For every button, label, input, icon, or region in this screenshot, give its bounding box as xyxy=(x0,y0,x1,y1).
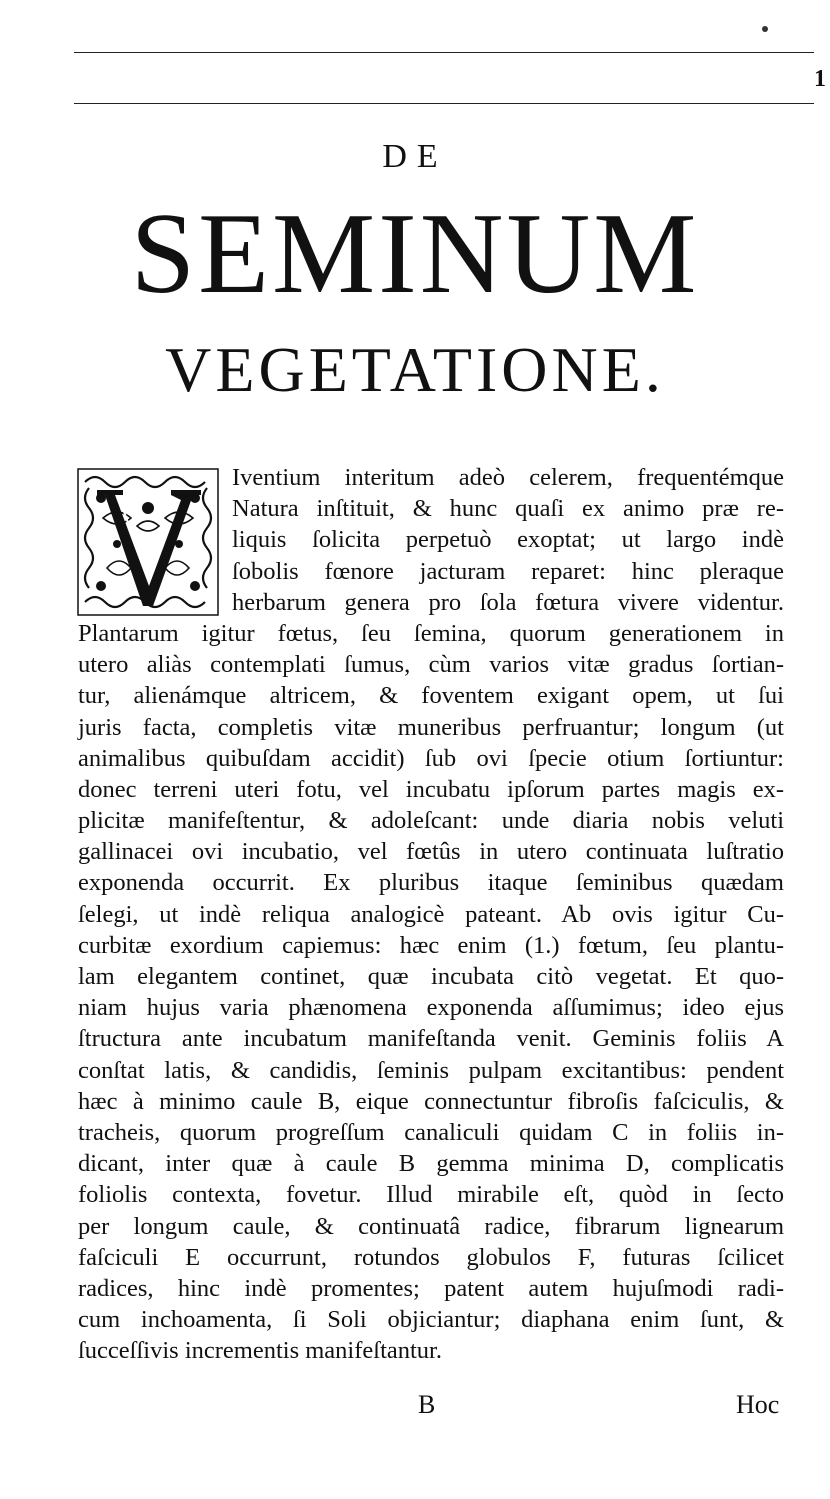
text-line: herbarum genera pro ſola fœtura vivere videntur. xyxy=(232,588,784,616)
text-line: cum inchoamenta, ſi Soli objiciantur; diaphana enim ſunt, & xyxy=(78,1306,784,1334)
page-title: SEMINUM xyxy=(130,190,700,318)
text-line: gallinacei ovi incubatio, vel fœtûs in utero continuata luſtratio xyxy=(78,838,784,866)
text-line: donec terreni uteri fotu, vel incubatu ipſorum partes magis ex- xyxy=(78,775,784,803)
text-line: per longum caule, & continuatâ radice, fibrarum lignearum xyxy=(78,1212,784,1240)
page-subtitle: VEGETATIONE. xyxy=(165,334,665,405)
text-line: dicant, inter quæ à caule B gemma minima D, complicatis xyxy=(78,1150,784,1178)
text-line: Natura inſtituit, & hunc quaſi ex animo præ re- xyxy=(232,495,784,523)
text-line: liquis ſolicita perpetuò exoptat; ut largo indè xyxy=(232,526,784,554)
text-line: Iventium interitum adeò celerem, frequentémque xyxy=(232,464,784,491)
text-line: lam elegantem continet, quæ incubata citò vegetat. Et quo- xyxy=(78,963,784,990)
text-line: ſelegi, ut indè reliqua analogicè pateant. Ab ovis igitur Cu- xyxy=(78,900,784,928)
text-line: tur, alienámque altricem, & foventem exigant opem, ut ſui xyxy=(78,682,784,710)
text-line: niam hujus varia phænomena exponenda aſſumimus; ideo ejus xyxy=(78,994,784,1022)
ink-speck xyxy=(762,26,768,32)
text-line: animalibus quibuſdam accidit) ſub ovi ſpecie otium ſortiuntur: xyxy=(78,744,784,772)
text-line: utero aliàs contemplati ſumus, cùm varios vitæ gradus ſortian- xyxy=(78,651,784,679)
text-line: radices, hinc indè promentes; patent autem hujuſmodi radi- xyxy=(78,1274,784,1302)
text-line: curbitæ exordium capiemus: hæc enim (1.) fœtum, ſeu plantu- xyxy=(78,931,784,959)
text-line: ſtructura ante incubatum manifeſtanda venit. Geminis foliis A xyxy=(78,1025,784,1053)
text-line: juris facta, completis vitæ muneribus perfruantur; longum (ut xyxy=(78,713,784,741)
text-line: hæc à minimo caule B, eique connectuntur fibroſis faſciculis, & xyxy=(78,1087,784,1115)
text-line: foliolis contexta, fovetur. Illud mirabile eſt, quòd in ſecto xyxy=(78,1181,784,1209)
header-rule-top xyxy=(74,52,814,53)
text-line: Plantarum igitur fœtus, ſeu ſemina, quorum generationem in xyxy=(78,619,784,647)
title-preposition: DE xyxy=(382,138,448,175)
body-text xyxy=(78,462,784,1366)
text-line: faſciculi E occurrunt, rotundos globulos F, futuras ſcilicet xyxy=(78,1243,784,1271)
text-line: tracheis, quorum progreſſum canaliculi quidam C in foliis in- xyxy=(78,1118,784,1146)
signature-mark: B xyxy=(418,1390,436,1419)
text-line: conſtat latis, & candidis, ſeminis pulpam excitantibus: pendent xyxy=(78,1056,784,1084)
text-line: plicitæ manifeſtentur, & adoleſcant: unde diaria nobis veluti xyxy=(78,807,784,835)
catchword: Hoc xyxy=(736,1390,780,1419)
header-rule-bottom xyxy=(74,103,814,104)
text-line: ſucceſſivis incrementis manifeſtantur. xyxy=(78,1337,442,1365)
text-line: ſobolis fœnore jacturam reparet: hinc pleraque xyxy=(232,557,784,585)
text-line: exponenda occurrit. Ex pluribus itaque ſeminibus quædam xyxy=(78,869,784,897)
page-number: 1 xyxy=(814,66,826,92)
